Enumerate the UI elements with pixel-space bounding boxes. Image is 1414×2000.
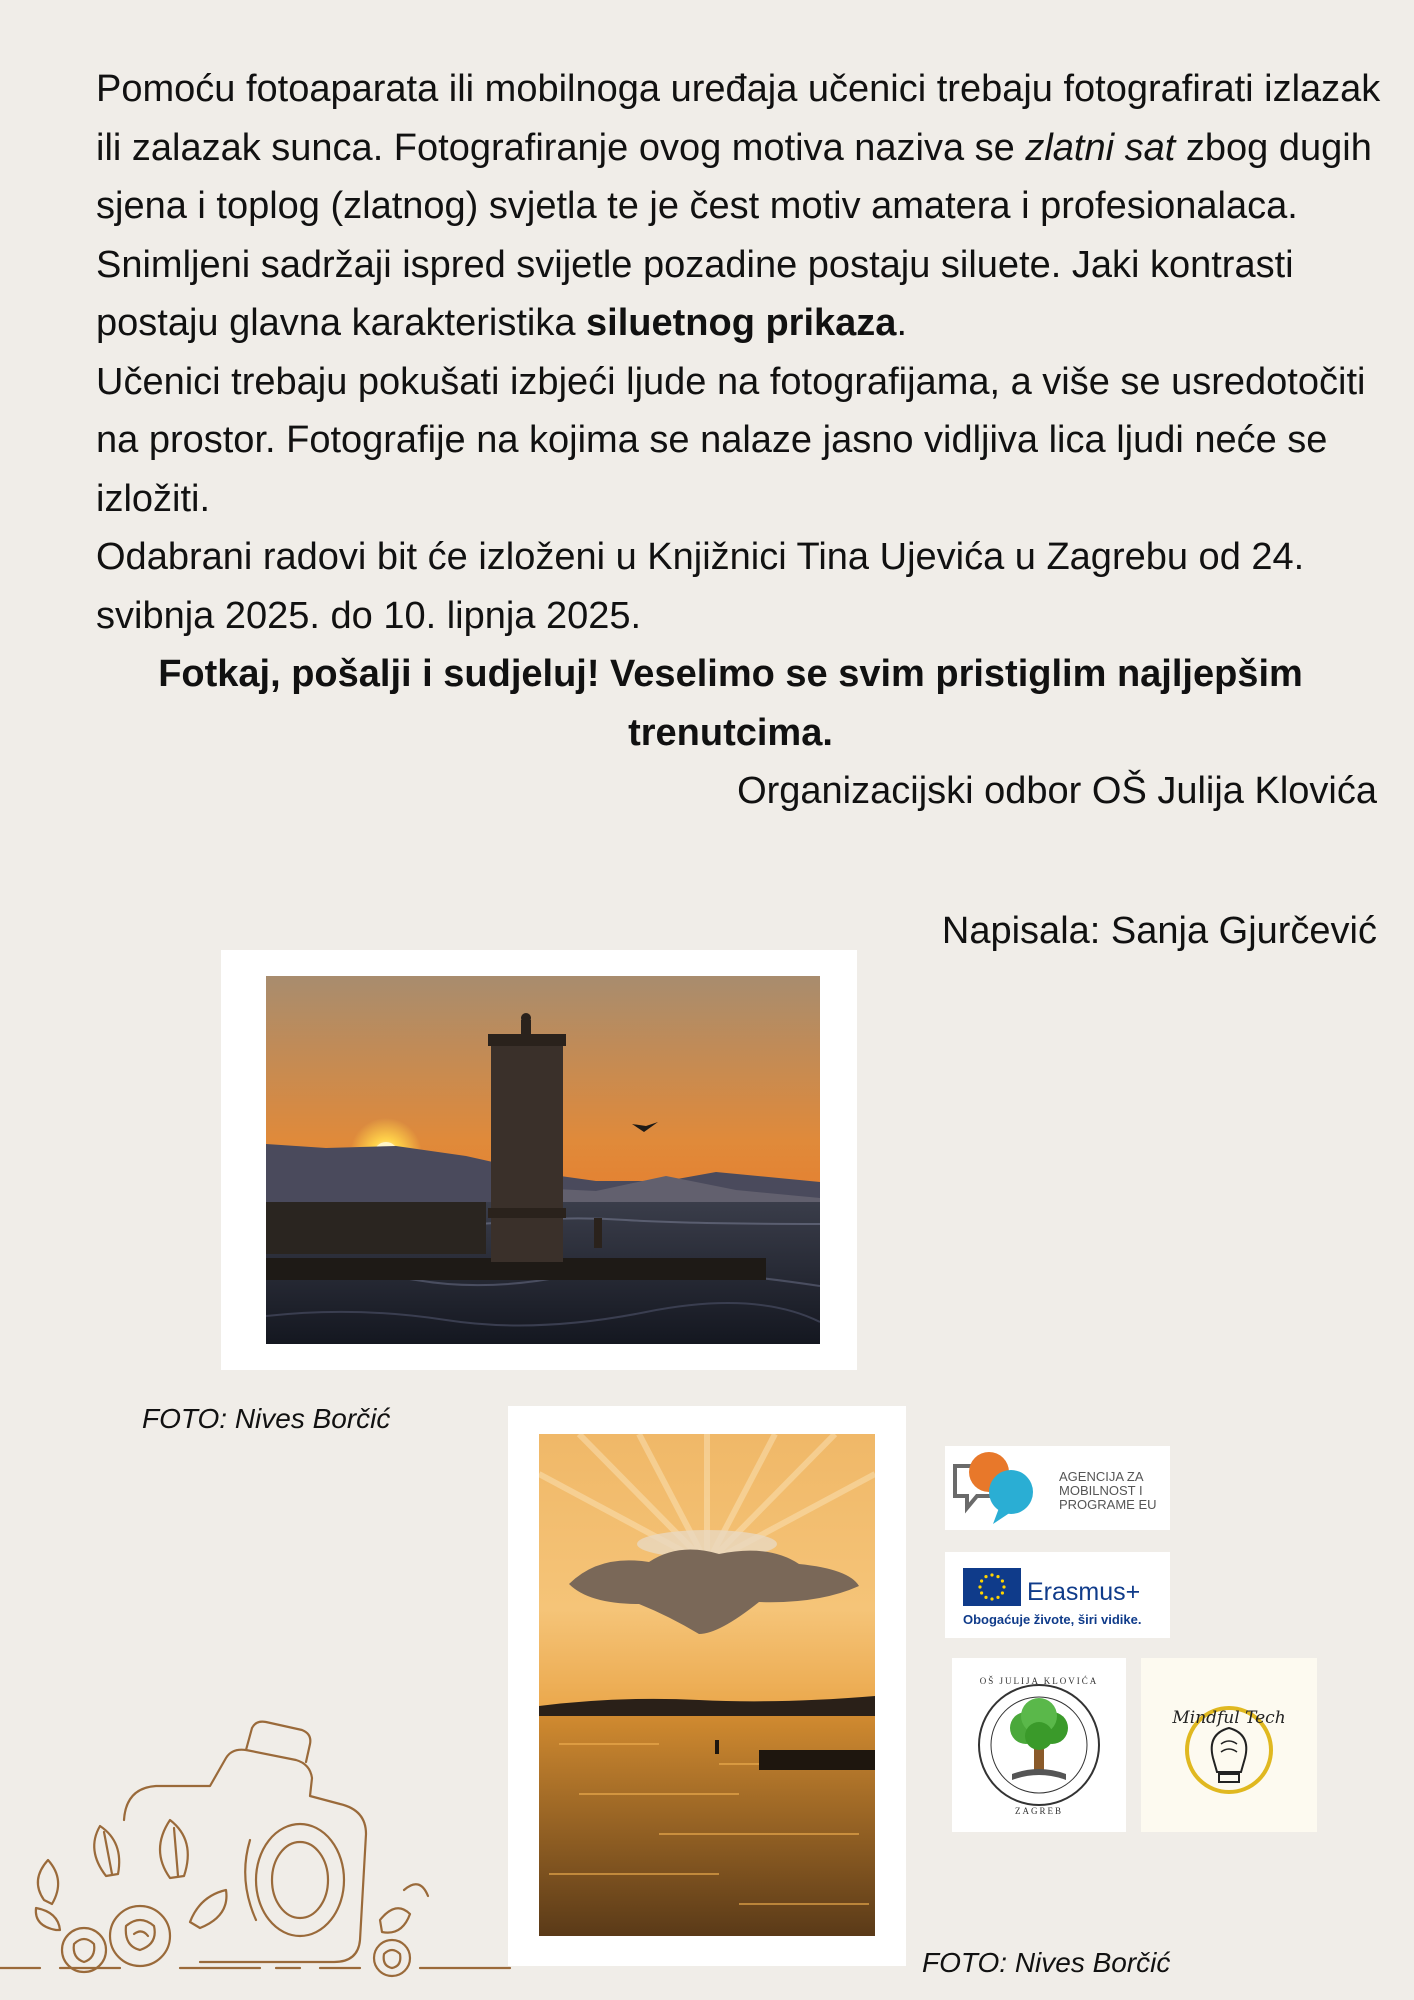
agency-name [1059, 1470, 1157, 1512]
photo-frame-cloud [508, 1406, 906, 1966]
article-body [38, 60, 1388, 821]
paragraph-3: Odabrani radovi bit će izloženi u Knjižnici Tina Ujevića u Zagrebu od 24. svibnja 2025. do 10. lipnja 2025. [96, 536, 1305, 637]
paragraph-1-text-cont: zbog dugih sjena i toplog (zlatnog) svjetla te je čest motiv amatera i profesionalaca. Snimljeni sadržaji ispred svijetle pozadine postaju siluete. Jaki kontrasti postaju glavna karakteristika [96, 126, 1372, 344]
photo-caption-2: FOTO: Nives Borčić [922, 1947, 1171, 1978]
lighthouse-sunset-photo [266, 976, 820, 1344]
paragraph-2: Učenici trebaju pokušati izbjeći ljude na fotografijama, a više se usredotočiti na prostor. Fotografije na kojima se nalaze jasno vidljiva lica ljudi neće se izložiti. [96, 360, 1366, 520]
agency-line-3: PROGRAME EU [1059, 1497, 1157, 1512]
school-seal-top-text: OŠ JULIJA KLOVIĆA [979, 1676, 1099, 1686]
organizer: Organizacijski odbor OŠ Julija Klovića [737, 770, 1377, 812]
lightbulb-icon [1141, 1658, 1317, 1832]
speech-bubbles-icon [949, 1448, 1039, 1528]
eu-flag-icon [963, 1568, 1021, 1606]
author: Napisala: Sanja Gjurčević [941, 910, 1377, 952]
erasmus-name: Erasmus+ [1027, 1578, 1141, 1606]
erasmus-logo [945, 1552, 1170, 1638]
photo-caption-1: FOTO: Nives Borčić [142, 1403, 391, 1434]
mindful-tech-text: Mindful Tech [1172, 1708, 1286, 1728]
paragraph-1-text: Pomoću fotoaparata ili mobilnoga uređaja učenici trebaju fotografirati izlazak ili zalazak sunca. Fotografiranje ovog motiva naziva se [96, 68, 1381, 169]
agency-logo [945, 1446, 1170, 1530]
silhouette-term: siluetnog prikaza [586, 302, 897, 344]
cloud-sunset-photo [539, 1434, 875, 1936]
school-seal-bottom-text: ZAGREB [1015, 1806, 1063, 1816]
photo-frame-lighthouse [221, 950, 857, 1370]
golden-hour-term: zlatni sat [1025, 126, 1176, 169]
paragraph-1-end: . [896, 302, 907, 344]
call-to-action: Fotkaj, pošalji i sudjeluj! Veselimo se svim pristiglim najljepšim trenutcima. [158, 653, 1303, 754]
agency-line-1: AGENCIJA ZA [1059, 1469, 1144, 1484]
erasmus-tagline: Obogaćuje živote, širi vidike. [963, 1612, 1142, 1627]
paragraph-1 [38, 60, 1388, 353]
camera-flowers-decoration [0, 1700, 520, 2000]
school-logo [952, 1658, 1126, 1832]
mindful-tech-logo [1141, 1658, 1317, 1832]
agency-line-2: MOBILNOST I [1059, 1483, 1143, 1498]
